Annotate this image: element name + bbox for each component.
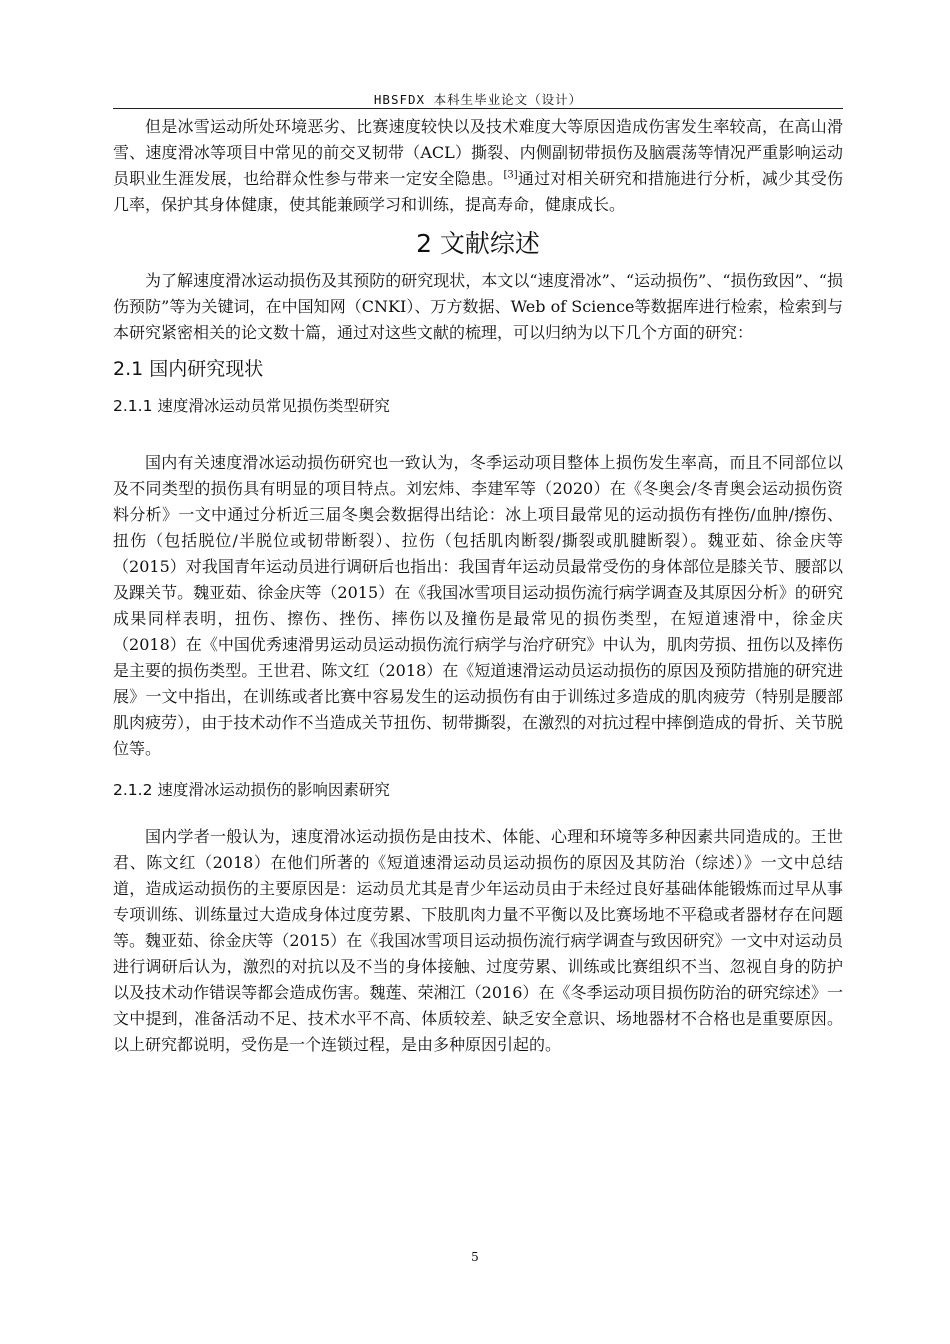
section-heading-2-1-2: 2.1.2 速度滑冰运动损伤的影响因素研究: [113, 781, 390, 799]
section-heading-2: 2 文献综述: [416, 229, 540, 258]
citation-marker: [3]: [503, 169, 518, 181]
header-rule: [113, 108, 843, 109]
section-heading-2-1: 2.1 国内研究现状: [113, 358, 264, 380]
section-heading-2-1-1: 2.1.1 速度滑冰运动员常见损伤类型研究: [113, 397, 390, 415]
page-body: [113, 114, 843, 1058]
intro-text-before: 但是冰雪运动所处环境恶劣、比赛速度较快以及技术难度大等原因造成伤害发生率较高，在高山滑雪、速度滑冰等项目中常见的前交叉韧带（ACL）撕裂、内侧副韧带损伤及脑震荡等情况严重影响运动员职业生涯发展，也给群众性参与带来一定安全隐患。: [113, 117, 843, 188]
intro-text-after: 通过对相关研究和措施进行分析，减少其受伤几率，保护其身体健康，使其能兼顾学习和训练，提高寿命，健康成长。: [113, 169, 843, 214]
intro-paragraph: [113, 114, 843, 218]
page-header: HBSFDX 本科生毕业论文（设计）: [373, 92, 583, 107]
section-2-1-2-paragraph: 国内学者一般认为，速度滑冰运动损伤是由技术、体能、心理和环境等多种因素共同造成的。王世君、陈文红（2018）在他们所著的《短道速滑运动员运动损伤的原因及其防治（综述）》一文中总结道，造成运动损伤的主要原因是：运动员尤其是青少年运动员由于未经过良好基础体能锻炼而过早从事专项训练、训练量过大造成身体过度劳累、下肢肌肉力量不平衡以及比赛场地不平稳或者器材存在问题等。魏亚茹、徐金庆等（2015）在《我国冰雪项目运动损伤流行病学调查与致因研究》一文中对运动员进行调研后认为，激烈的对抗以及不当的身体接触、过度劳累、训练或比赛组织不当、忽视自身的防护以及技术动作错误等都会造成伤害。魏莲、荣湘江（2016）在《冬季运动项目损伤防治的研究综述》一文中提到，准备活动不足、技术水平不高、体质较差、缺乏安全意识、场地器材不合格也是重要原因。以上研究都说明，受伤是一个连锁过程，是由多种原因引起的。: [113, 827, 843, 1054]
section-2-paragraph: 为了解速度滑冰运动损伤及其预防的研究现状，本文以“速度滑冰”、“运动损伤”、“损伤致因”、“损伤预防”等为关键词，在中国知网（CNKI）、万方数据、Web of Science等数据库进行检索，检索到与本研究紧密相关的论文数十篇，通过对这些文献的梳理，可以归纳为以下几个方面的研究：: [113, 271, 843, 342]
section-2-1-1-paragraph: 国内有关速度滑冰运动损伤研究也一致认为，冬季运动项目整体上损伤发生率高，而且不同部位以及不同类型的损伤具有明显的项目特点。刘宏炜、李建军等（2020）在《冬奥会/冬青奥会运动损伤资料分析》一文中通过分析近三届冬奥会数据得出结论：冰上项目最常见的运动损伤有挫伤/血肿/擦伤、扭伤（包括脱位/半脱位或韧带断裂）、拉伤（包括肌肉断裂/撕裂或肌腱断裂）。魏亚茹、徐金庆等（2015）对我国青年运动员进行调研后也指出：我国青年运动员最常受伤的身体部位是膝关节、腰部以及踝关节。魏亚茹、徐金庆等（2015）在《我国冰雪项目运动损伤流行病学调查及其原因分析》的研究成果同样表明，扭伤、擦伤、挫伤、摔伤以及撞伤是最常见的损伤类型，在短道速滑中，徐金庆（2018）在《中国优秀速滑男运动员运动损伤流行病学与治疗研究》中认为，肌肉劳损、扭伤以及摔伤是主要的损伤类型。王世君、陈文红（2018）在《短道速滑运动员运动损伤的原因及预防措施的研究进展》一文中指出，在训练或者比赛中容易发生的运动损伤有由于训练过多造成的肌肉疲劳（特别是腰部肌肉疲劳），由于技术动作不当造成关节扭伤、韧带撕裂，在激烈的对抗过程中摔倒造成的骨折、关节脱位等。: [113, 453, 843, 758]
page-number: 5: [471, 1250, 479, 1264]
